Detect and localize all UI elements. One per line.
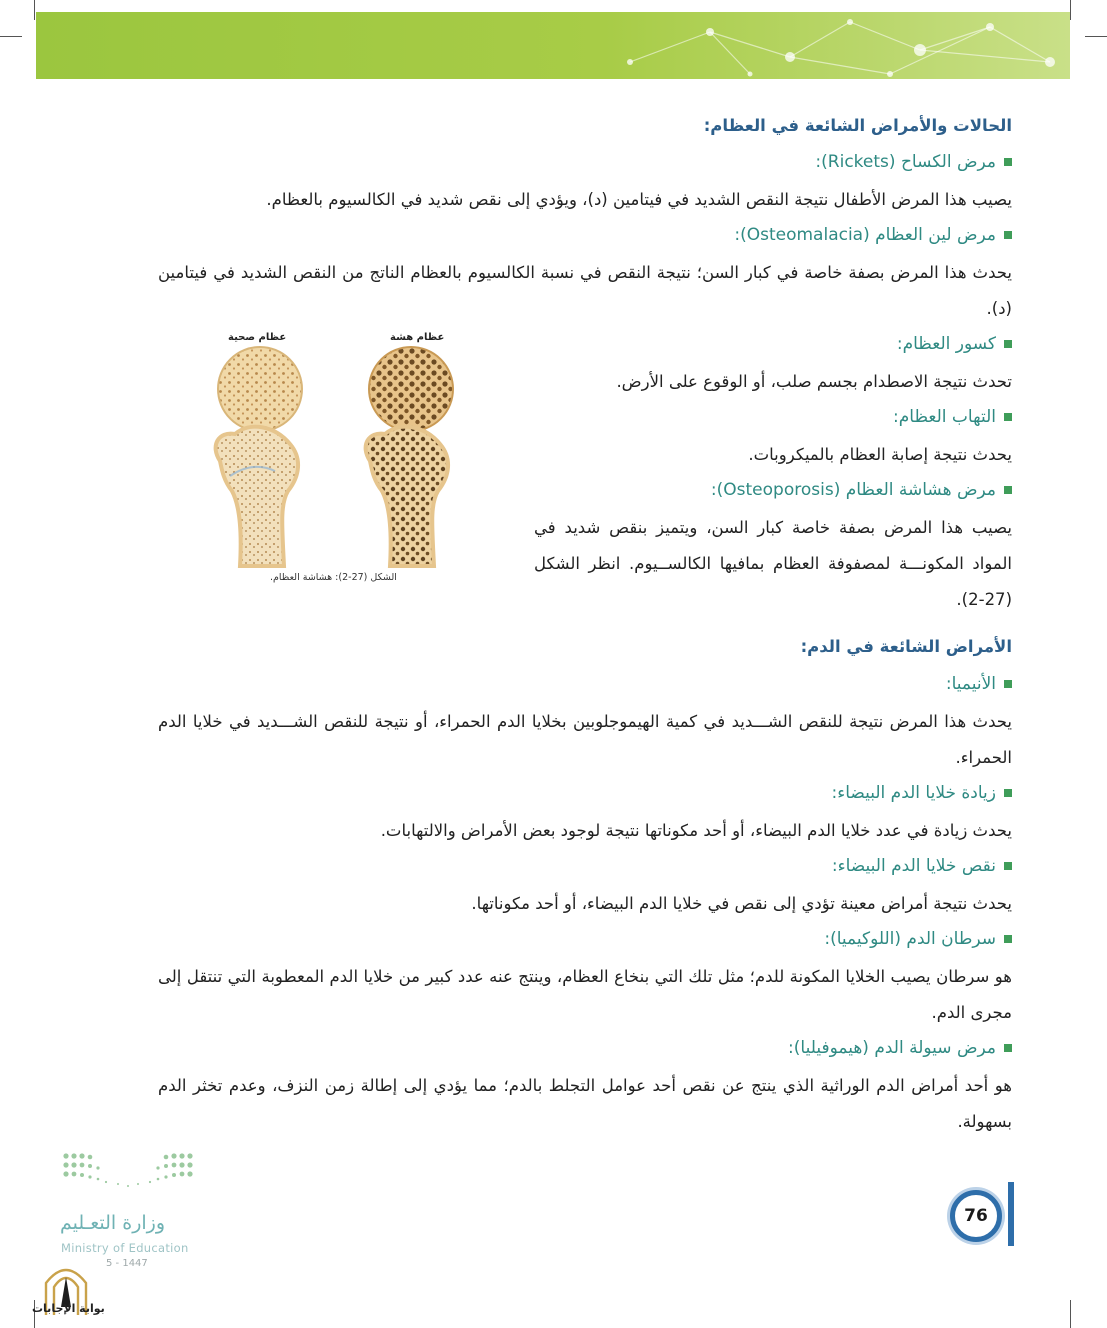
paragraph-leukemia: هو سرطان يصيب الخلايا المكونة للدم؛ مثل تلك التي بنخاع العظام، وينتج عنه عدد كبير من خلايا الدم المعطوبة التي تنتقل إلى مجرى الدم. [158, 967, 1012, 1022]
subheading-osteomalacia [734, 225, 1012, 245]
crop-mark [0, 36, 22, 37]
molecule-pattern-icon [590, 12, 1070, 79]
ministry-name-english: Ministry of Education [61, 1241, 189, 1255]
subheading-label: زيادة خلايا الدم البيضاء: [831, 783, 996, 803]
osteoporosis-figure [200, 326, 470, 588]
bullet-icon [1004, 486, 1012, 494]
subheading-label: كسور العظام: [896, 334, 996, 354]
bullet-icon [1004, 158, 1012, 166]
subheading-leukocytosis [831, 783, 1012, 803]
paragraph-osteitis: يحدث نتيجة إصابة العظام بالميكروبات. [748, 445, 1012, 464]
subheading-osteitis [893, 407, 1012, 427]
crop-mark [1085, 36, 1107, 37]
subheading-label: مرض هشاشة العظام (Osteoporosis): [710, 480, 996, 500]
bullet-icon [1004, 413, 1012, 421]
section-heading-bones: الحالات والأمراض الشائعة في العظام: [703, 116, 1012, 135]
brittle-femur-illustration [366, 427, 448, 566]
bullet-icon [1004, 862, 1012, 870]
page-number-badge [946, 1186, 1010, 1242]
paragraph-rickets: يصيب هذا المرض الأطفال نتيجة النقص الشديد في فيتامين (د)، ويؤدي إلى نقص شديد في الكالسيوم بالعظام. [266, 190, 1012, 209]
ministry-logo [58, 1150, 203, 1270]
subheading-label: الأنيميا: [945, 674, 996, 694]
subheading-osteoporosis [711, 480, 1012, 500]
subheading-label: نقص خلايا الدم البيضاء: [831, 856, 996, 876]
header-band [36, 12, 1070, 79]
watermark-text: بوابة الإجابات [32, 1302, 105, 1315]
paragraph-hemophilia: هو أحد أمراض الدم الوراثية الذي ينتج عن نقص أحد عوامل التجلط بالدم؛ مما يؤدي إلى إطالة زمن النزف، وعدم تخثر الدم بسهولة. [158, 1076, 1012, 1131]
paragraph-fractures: تحدث نتيجة الاصطدام بجسم صلب، أو الوقوع على الأرض. [616, 372, 1012, 391]
subheading-fractures [897, 334, 1012, 354]
figure-caption: الشكل (27-2): هشاشة العظام. [270, 572, 397, 583]
label-healthy-bone: عظام صحية [228, 332, 287, 343]
subheading-rickets [815, 152, 1012, 172]
paragraph-osteoporosis: يصيب هذا المرض بصفة خاصة كبار السن، ويتميز بنقص شديد في المواد المكونـــة لمصفوفة العظام بمافيها الكالســيوم. انظر الشكل (27-2). [534, 518, 1012, 609]
subheading-anemia [946, 674, 1012, 694]
bullet-icon [1004, 789, 1012, 797]
ministry-dots-icon [58, 1150, 198, 1194]
subheading-leukopenia [832, 856, 1012, 876]
subheading-label: مرض الكساح (Rickets): [815, 152, 996, 172]
healthy-bone-cross-section [218, 347, 302, 431]
label-brittle-bone: عظام هشة [390, 332, 445, 343]
subheading-label: مرض سيولة الدم (هيموفيليا): [788, 1038, 996, 1058]
subheading-label: التهاب العظام: [893, 407, 996, 427]
bullet-icon [1004, 935, 1012, 943]
subheading-label: مرض لين العظام (Osteomalacia): [734, 225, 996, 245]
paragraph-leukocytosis: يحدث زيادة في عدد خلايا الدم البيضاء، أو أحد مكوناتها نتيجة لوجود بعض الأمراض والالتهابات. [380, 821, 1012, 840]
bullet-icon [1004, 340, 1012, 348]
bullet-icon [1004, 680, 1012, 688]
bullet-icon [1004, 231, 1012, 239]
paragraph-osteomalacia: يحدث هذا المرض بصفة خاصة في كبار السن؛ نتيجة النقص في نسبة الكالسيوم بالعظام الناتج من النقص الشديد في فيتامين (د). [158, 263, 1012, 318]
section-heading-blood: الأمراض الشائعة في الدم: [800, 637, 1012, 656]
bullet-icon [1004, 1044, 1012, 1052]
crop-mark [34, 0, 35, 20]
crop-mark [1070, 1300, 1071, 1328]
paragraph-leukopenia: يحدث نتيجة أمراض معينة تؤدي إلى نقص في خلايا الدم البيضاء، أو أحد مكوناتها. [471, 894, 1012, 913]
healthy-femur-illustration [216, 427, 298, 566]
paragraph-anemia: يحدث هذا المرض نتيجة للنقص الشـــديد في كمية الهيموجلوبين بخلايا الدم الحمراء، أو نتيجة للنقص الشـــديد في خلايا الدم الحمراء. [158, 712, 1012, 767]
subheading-hemophilia [788, 1038, 1012, 1058]
ministry-year: 5 - 1447 [106, 1258, 148, 1269]
subheading-label: سرطان الدم (اللوكيميا): [824, 929, 996, 949]
subheading-leukemia [824, 929, 1012, 949]
bone-comparison-illustration [200, 326, 470, 571]
brittle-bone-cross-section [369, 347, 453, 431]
ministry-name-arabic: وزارة التعـليم [60, 1212, 166, 1234]
crop-mark [1070, 0, 1071, 20]
page-number: 76 [950, 1190, 1002, 1242]
